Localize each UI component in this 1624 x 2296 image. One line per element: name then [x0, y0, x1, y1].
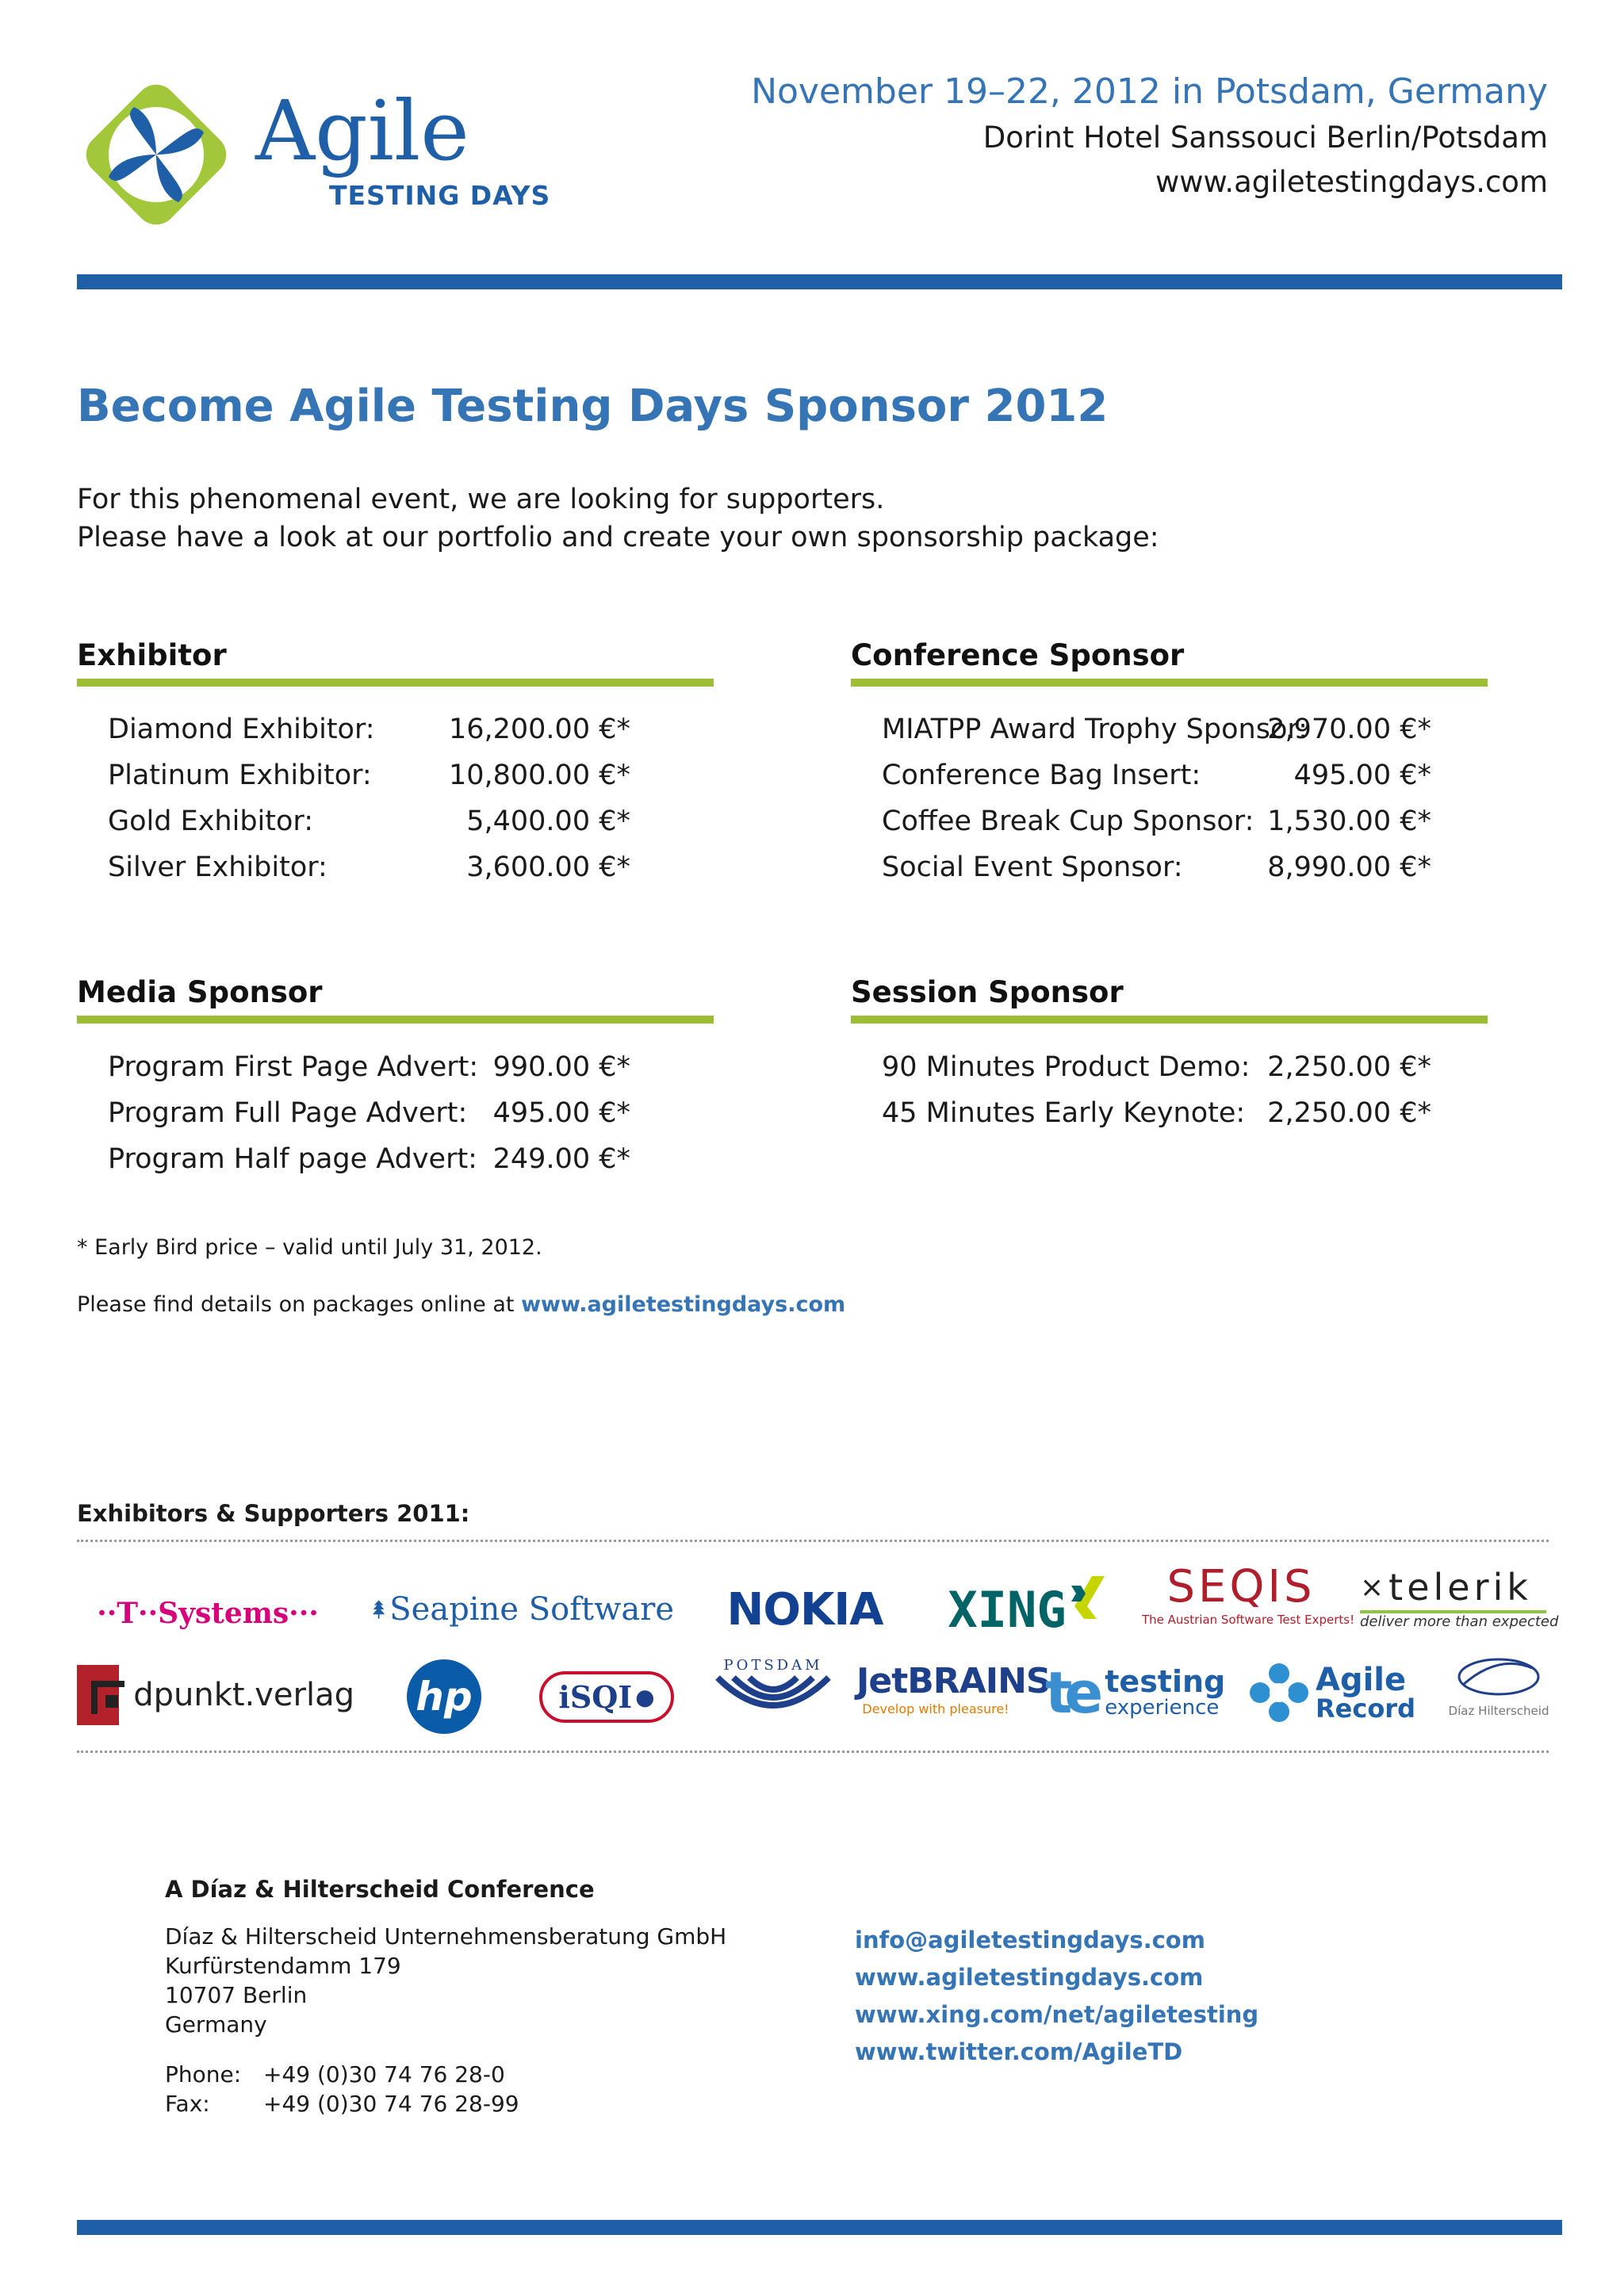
- conference-item-label: Conference Bag Insert:: [882, 760, 1201, 791]
- early-bird-note: * Early Bird price – valid until July 31, 2012.: [77, 1235, 542, 1260]
- logo-seapine: [373, 1578, 674, 1641]
- details-note: [77, 1292, 845, 1317]
- logo-seqis: [1142, 1561, 1355, 1641]
- seapine-text: Seapine Software: [389, 1591, 674, 1628]
- conference-item-label: Social Event Sponsor:: [882, 851, 1183, 883]
- address-line: Díaz & Hilterscheid Unternehmensberatung GmbH: [165, 1923, 727, 1950]
- exhibitor-item: [108, 806, 630, 837]
- footer-fax: [165, 2091, 519, 2117]
- diaz-swoosh-icon: [1455, 1653, 1542, 1701]
- fax-number: +49 (0)30 74 76 28-99: [263, 2091, 519, 2117]
- media-item: [108, 1097, 630, 1129]
- seqis-tagline: The Austrian Software Test Experts!: [1142, 1613, 1355, 1627]
- exhibitor-item-label: Diamond Exhibitor:: [108, 714, 375, 745]
- session-item-label: 90 Minutes Product Demo:: [882, 1051, 1251, 1083]
- dpunkt-text: dpunkt.verlag: [133, 1677, 354, 1713]
- event-venue: Dorint Hotel Sanssouci Berlin/Potsdam: [982, 121, 1548, 155]
- potsdam-text: POTSDAM: [723, 1657, 823, 1674]
- details-link[interactable]: www.agiletestingdays.com: [521, 1292, 846, 1317]
- conference-rule: [851, 679, 1488, 687]
- address-line: Kurfürstendamm 179: [165, 1953, 401, 1979]
- session-item: [882, 1097, 1431, 1129]
- logo-testing-experience: [1045, 1657, 1226, 1728]
- diaz-text: Díaz Hilterscheid: [1448, 1704, 1549, 1718]
- logo-hp: [400, 1653, 488, 1740]
- phone-label: Phone:: [165, 2061, 242, 2087]
- potsdam-arc-icon: [714, 1674, 833, 1729]
- agile-record-agile: Agile: [1316, 1662, 1407, 1698]
- address-line: Germany: [165, 2011, 267, 2038]
- media-item: [108, 1051, 630, 1083]
- footer-link[interactable]: www.agiletestingdays.com: [855, 1964, 1204, 1991]
- dpunkt-mark-icon: [77, 1665, 119, 1725]
- conference-item-price: 1,530.00 €*: [1267, 806, 1431, 837]
- conference-item: [882, 760, 1431, 791]
- logo-xing: [936, 1570, 1118, 1649]
- exhibitor-item-label: Platinum Exhibitor:: [108, 760, 372, 791]
- details-prefix: Please find details on packages online at: [77, 1292, 522, 1317]
- phone-number: +49 (0)30 74 76 28-0: [263, 2061, 505, 2087]
- page-title: Become Agile Testing Days Sponsor 2012: [77, 381, 1109, 432]
- conference-item: [882, 851, 1431, 883]
- header-rule: [77, 274, 1562, 289]
- hp-text: hp: [416, 1674, 473, 1720]
- agile-logo-subtext: TESTING DAYS: [329, 180, 551, 211]
- isqi-text: iSQI: [558, 1678, 633, 1715]
- logo-nokia: [706, 1578, 904, 1641]
- logo-dpunkt: [77, 1663, 354, 1727]
- supporters-heading: Exhibitors & Supporters 2011:: [77, 1500, 470, 1527]
- footer-link[interactable]: www.xing.com/net/agiletesting: [855, 2001, 1259, 2028]
- logo-agile-record: [1249, 1657, 1415, 1728]
- conference-item: [882, 714, 1431, 745]
- footer-link[interactable]: info@agiletestingdays.com: [855, 1927, 1205, 1954]
- conference-item: [882, 806, 1431, 837]
- media-item-price: 249.00 €*: [492, 1143, 630, 1175]
- media-item-price: 495.00 €*: [492, 1097, 630, 1129]
- logo-isqi: [539, 1657, 674, 1736]
- agile-logo: [77, 75, 616, 234]
- event-website[interactable]: www.agiletestingdays.com: [1155, 165, 1548, 199]
- footer-links: [855, 1922, 1258, 2071]
- logo-telerik: [1360, 1566, 1559, 1645]
- telerik-tagline: deliver more than expected: [1360, 1613, 1559, 1630]
- jetbrains-tagline: Develop with pleasure!: [862, 1701, 1009, 1716]
- session-item-price: 2,250.00 €*: [1267, 1051, 1431, 1083]
- exhibitor-item-price: 10,800.00 €*: [448, 760, 630, 791]
- event-date: November 19–22, 2012 in Potsdam, Germany: [751, 71, 1548, 112]
- exhibitor-item: [108, 851, 630, 883]
- seqis-text: SEQIS: [1166, 1561, 1316, 1613]
- session-item-price: 2,250.00 €*: [1267, 1097, 1431, 1129]
- conference-item-price: 495.00 €*: [1293, 760, 1431, 791]
- session-item-label: 45 Minutes Early Keynote:: [882, 1097, 1246, 1129]
- conference-item-label: MIATPP Award Trophy Sponsor:: [882, 714, 1308, 745]
- intro-line-1: For this phenomenal event, we are looking for supporters.: [77, 484, 885, 515]
- logo-jetbrains: [856, 1661, 1051, 1732]
- t-systems-text: ··T··Systems···: [97, 1597, 319, 1630]
- seapine-tree-icon: [373, 1589, 385, 1630]
- exhibitor-heading: Exhibitor: [77, 638, 227, 672]
- footer-phone: [165, 2061, 505, 2087]
- footer-link[interactable]: www.twitter.com/AgileTD: [855, 2038, 1183, 2065]
- supporters-bottom-divider: [77, 1751, 1549, 1753]
- agile-logo-text: Agile: [255, 82, 469, 179]
- media-item-label: Program First Page Advert:: [108, 1051, 479, 1083]
- agile-logo-mark-icon: [77, 75, 236, 234]
- logo-potsdam: [710, 1657, 837, 1736]
- telerik-text: telerik: [1388, 1566, 1532, 1609]
- exhibitor-item-price: 3,600.00 €*: [466, 851, 630, 883]
- hp-circle-icon: [407, 1659, 481, 1734]
- media-item-price: 990.00 €*: [492, 1051, 630, 1083]
- exhibitor-item: [108, 760, 630, 791]
- exhibitor-rule: [77, 679, 714, 687]
- logo-t-systems: [77, 1582, 339, 1645]
- agile-record-record: Record: [1316, 1693, 1415, 1724]
- footer-heading: A Díaz & Hilterscheid Conference: [165, 1876, 595, 1903]
- testing-text: testing: [1105, 1663, 1226, 1699]
- supporters-top-divider: [77, 1540, 1549, 1542]
- session-rule: [851, 1016, 1488, 1024]
- media-item-label: Program Full Page Advert:: [108, 1097, 468, 1129]
- exhibitor-item-label: Gold Exhibitor:: [108, 806, 313, 837]
- xing-x-icon: [1070, 1576, 1106, 1619]
- session-heading: Session Sponsor: [851, 975, 1124, 1009]
- exhibitor-item: [108, 714, 630, 745]
- conference-item-price: 8,990.00 €*: [1267, 851, 1431, 883]
- experience-text: experience: [1105, 1695, 1220, 1720]
- conference-item-price: 2,970.00 €*: [1267, 714, 1431, 745]
- nokia-text: NOKIA: [726, 1583, 883, 1636]
- exhibitor-item-price: 16,200.00 €*: [448, 714, 630, 745]
- isqi-badge: [539, 1671, 673, 1723]
- media-item: [108, 1143, 630, 1175]
- intro-line-2: Please have a look at our portfolio and create your own sponsorship package:: [77, 522, 1159, 553]
- exhibitor-item-price: 5,400.00 €*: [466, 806, 630, 837]
- jetbrains-text: JetBRAINS: [856, 1661, 1051, 1701]
- agile-record-flower-icon: [1249, 1663, 1309, 1723]
- footer-address: [165, 1922, 726, 2039]
- fax-label: Fax:: [165, 2091, 210, 2117]
- media-rule: [77, 1016, 714, 1024]
- telerik-mark-icon: ⨯: [1360, 1571, 1385, 1604]
- logo-diaz-hilterscheid: [1443, 1653, 1554, 1732]
- media-heading: Media Sponsor: [77, 975, 323, 1009]
- address-line: 10707 Berlin: [165, 1982, 308, 2008]
- session-item: [882, 1051, 1431, 1083]
- exhibitor-item-label: Silver Exhibitor:: [108, 851, 327, 883]
- te-mark-icon: te: [1045, 1659, 1096, 1726]
- isqi-globe-icon: ●: [635, 1683, 655, 1710]
- conference-heading: Conference Sponsor: [851, 638, 1185, 672]
- footer-rule: [77, 2220, 1562, 2235]
- media-item-label: Program Half page Advert:: [108, 1143, 477, 1175]
- conference-item-label: Coffee Break Cup Sponsor:: [882, 806, 1254, 837]
- xing-text: XING: [948, 1580, 1067, 1639]
